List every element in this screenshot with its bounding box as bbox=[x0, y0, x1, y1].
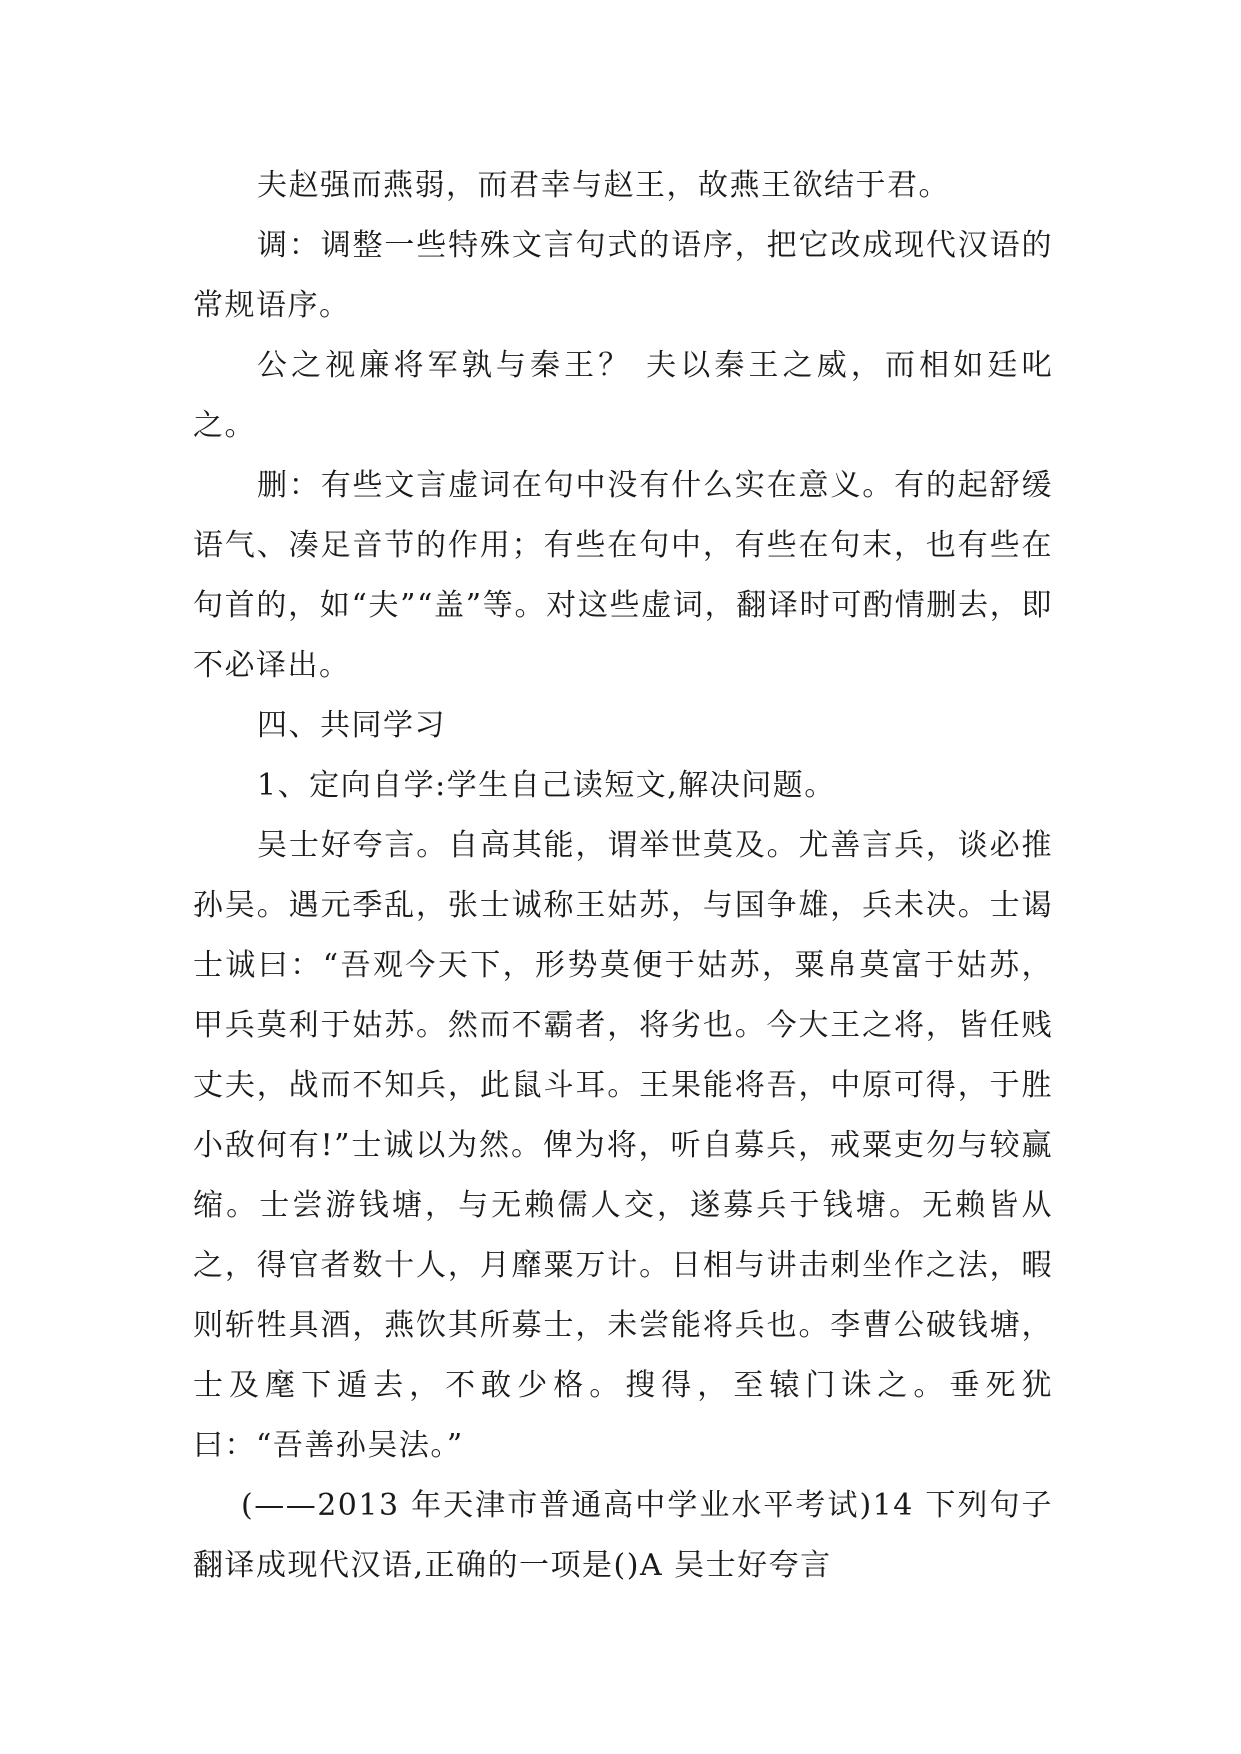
paragraph-exam-question: (——2013 年天津市普通高中学业水平考试)14 下列句子翻译成现代汉语,正确的一项是()A 吴士好夸言 bbox=[193, 1488, 1053, 1583]
paragraph-passage: 吴士好夸言。自高其能，谓举世莫及。尤善言兵，谈必推孙吴。遇元季乱，张士诚称王姑苏，与国争雄，兵未决。士谒士诚曰：“吾观今天下，形势莫便于姑苏，粟帛莫富于姑苏，甲兵莫利于姑苏。然而不霸者，将劣也。今大王之将，皆任贱丈夫，战而不知兵，此鼠斗耳。王果能将吾，中原可得，于胜小敌何有!”士诚以为然。俾为将，听自募兵，戒粟吏勿与较赢缩。士尝游钱塘，与无赖儒人交，遂募兵于钱塘。无赖皆从之，得官者数十人，月靡粟万计。日相与讲击刺坐作之法，暇则斩牲具酒，燕饮其所募士，未尝能将兵也。李曹公破钱塘，士及麾下遁去，不敢少格。搜得，至辕门诛之。垂死犹曰：“吾善孙吴法。” bbox=[193, 828, 1053, 1463]
paragraph-example-sentence: 夫赵强而燕弱，而君幸与赵王，故燕王欲结于君。 bbox=[257, 168, 950, 203]
body-text bbox=[193, 156, 1053, 1596]
paragraph-reorder-examples: 公之视廉将军孰与秦王？ 夫以秦王之威，而相如廷叱之。 bbox=[193, 348, 1053, 443]
paragraph-delete-method: 删：有些文言虚词在句中没有什么实在意义。有的起舒缓语气、凑足音节的作用；有些在句中，有些在句末，也有些在句首的，如“夫”“盖”等。对这些虚词，翻译时可酌情删去，即不必译出。 bbox=[193, 468, 1053, 683]
section-heading: 四、共同学习 bbox=[257, 708, 446, 743]
paragraph-reorder-method: 调：调整一些特殊文言句式的语序，把它改成现代汉语的常规语序。 bbox=[193, 228, 1053, 323]
paragraph-self-study: 1、定向自学:学生自己读短文,解决问题。 bbox=[257, 768, 836, 803]
